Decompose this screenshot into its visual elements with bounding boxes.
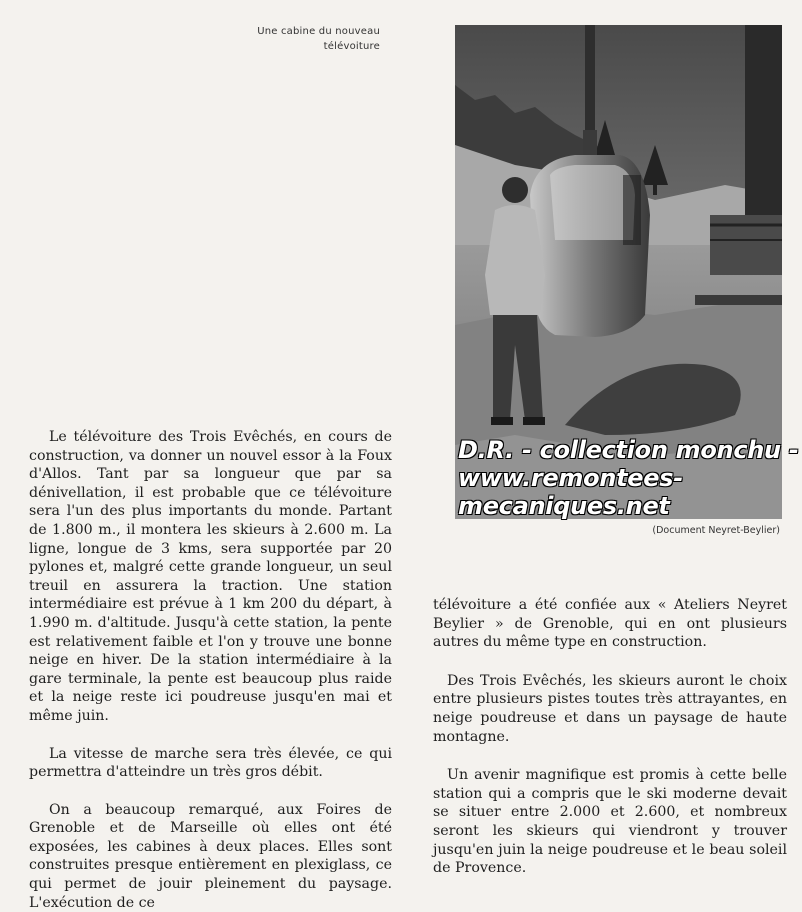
watermark-line-2: www.remontees- — [458, 464, 683, 492]
watermark-line-3: mecaniques.net — [458, 492, 670, 520]
paragraph: Le télévoiture des Trois Evêchés, en cours de construction, va donner un nouvel essor à la Foux d'Allos. Tant par sa longueur que par sa dénivellation, il est probable que ce télévoiture sera l'un des plus importants du monde. Partant de 1.800 m., il montera les skieurs à 2.600 m. La ligne, longue de 3 kms, sera supportée par 20 pylones et, malgré cette grande longueur, un seul treuil en assurera la traction. Une station intermédiaire est prévue à 1 km 200 du départ, à 1.990 m. d'altitude. Jusqu'à cette station, la pente est relativement faible et l'on y trouve une bonne neige en hiver. De la station intermédiaire à la gare terminale, la pente est beaucoup plus raide et la neige reste ici poudreuse jusqu'en mai et même juin. — [29, 429, 392, 724]
photo-caption — [250, 24, 380, 54]
left-column — [29, 428, 392, 912]
photo-caption-line-1: Une cabine du nouveau — [257, 26, 380, 37]
paragraph: La vitesse de marche sera très élevée, ce qui permettra d'atteindre un très gros débit. — [29, 745, 392, 781]
watermark-line-1: D.R. - collection monchu - — [458, 436, 799, 464]
paragraph: On a beaucoup remarqué, aux Foires de Grenoble et de Marseille où elles ont été exposées, les cabines à deux places. Elles sont construites presque entièrement en plexiglass, ce qui permet de jouir pleinement du paysage. L'exécution de ce — [29, 801, 392, 911]
paragraph: Des Trois Evêchés, les skieurs auront le choix entre plusieurs pistes toutes très attrayantes, en neige poudreuse et dans un paysage de haute montagne. — [433, 672, 787, 745]
right-column — [433, 596, 787, 878]
paragraph: Un avenir magnifique est promis à cette belle station qui a compris que le ski moderne devait se situer entre 2.000 et 2.600, et nombreux seront les skieurs qui viendront y trouver jusqu'en juin la neige poudreuse et le beau soleil de Provence. — [433, 767, 787, 877]
watermark — [458, 436, 799, 520]
photo-credit: (Document Neyret-Beylier) — [652, 525, 780, 536]
paragraph: télévoiture a été confiée aux « Ateliers Neyret Beylier » de Grenoble, qui en ont plusieurs autres du même type en construction. — [433, 597, 787, 651]
photo-caption-line-2: télévoiture — [323, 41, 380, 52]
